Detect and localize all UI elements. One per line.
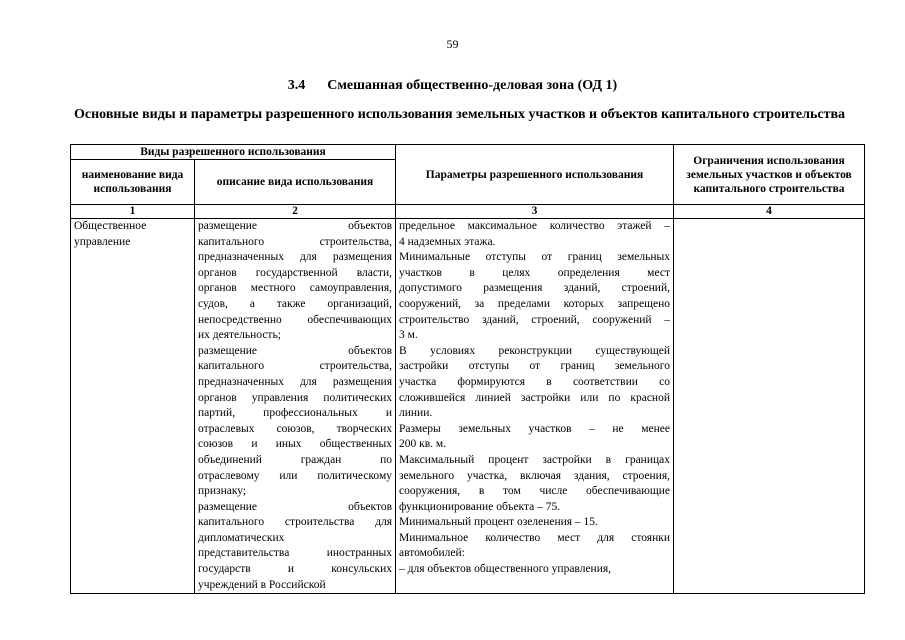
text-line: предназначенных для размещения	[198, 375, 392, 388]
text-line: земельного участка, включая здания, строения,	[399, 469, 670, 482]
text-line: отраслевых союзов, творческих	[198, 422, 392, 435]
use-name-cell: Общественное управление	[71, 219, 195, 594]
text-line: размещение объектов	[198, 500, 392, 513]
text-line: непосредственно обеспечивающих	[198, 313, 392, 326]
header-params: Параметры разрешенного использования	[396, 145, 674, 205]
header-description: описание вида использования	[195, 160, 396, 205]
text-line: органов государственной власти,	[198, 266, 392, 279]
text-line: предназначенных для размещения	[198, 251, 392, 264]
text-line: органов местного самоуправления,	[198, 282, 392, 295]
land-use-table	[70, 144, 865, 594]
text-line: размещение объектов	[198, 220, 392, 232]
text-line: допустимого размещения зданий, строений,	[399, 282, 670, 295]
text-line: капитального строительства для	[198, 516, 392, 529]
text-line: сооружения, в том числе обеспечивающие	[399, 485, 670, 498]
column-number: 2	[195, 205, 396, 219]
column-number: 3	[396, 205, 674, 219]
text-line: учреждений в Российской	[198, 578, 326, 591]
text-line: 4 надземных этажа.	[399, 235, 496, 248]
text-line: государств и консульских	[198, 563, 392, 576]
text-line: судов, а также организаций,	[198, 297, 392, 310]
text-line: участков в целях определения мест	[399, 266, 670, 279]
text-line: строительство зданий, строений, сооружений –	[399, 313, 670, 326]
use-restrictions-cell	[674, 219, 865, 594]
text-line: дипломатических	[198, 531, 285, 544]
page-number: 59	[446, 37, 459, 51]
column-number: 1	[71, 205, 195, 219]
text-line: партий, профессиональных и	[198, 407, 392, 420]
header-name: наименование вида использования	[71, 160, 195, 205]
text-line: объединений граждан по	[198, 453, 392, 466]
section-heading	[0, 78, 905, 94]
section-number: 3.4	[287, 78, 306, 93]
text-line: представительства иностранных	[198, 547, 392, 560]
text-line: участка формируются в соответствии со	[399, 375, 670, 388]
text-line: Максимальный процент застройки в границах	[399, 453, 670, 466]
text-line: органов управления политических	[198, 391, 392, 404]
text-line: отраслевому или политическому	[198, 469, 392, 482]
table-subtitle: Основные виды и параметры разрешенного использования земельных участков и объектов капитального строительства	[74, 107, 846, 122]
text-line: линии.	[399, 407, 433, 420]
text-line: Минимальный процент озеленения – 15.	[399, 516, 598, 529]
text-line: В условиях реконструкции существующей	[399, 344, 670, 357]
header-restrictions: Ограничения использования земельных участков и объектов капитального строительства	[674, 145, 865, 205]
column-number: 4	[674, 205, 865, 219]
text-line: сооружений, за пределами которых запрещено	[399, 297, 670, 310]
text-line: капитального строительства,	[198, 360, 392, 373]
text-line: 200 кв. м.	[399, 438, 447, 451]
text-line: капитального строительства,	[198, 235, 392, 248]
text-line: 3 м.	[399, 329, 418, 342]
header-group-label: Виды разрешенного использования	[71, 145, 396, 160]
text-line: Размеры земельных участков – не менее	[399, 422, 670, 435]
use-params-cell	[396, 219, 674, 594]
text-line: автомобилей:	[399, 547, 465, 560]
table-row	[71, 219, 865, 594]
text-line: застройки отступы от границ земельного	[399, 360, 670, 373]
section-title: Смешанная общественно-деловая зона (ОД 1)	[327, 78, 618, 93]
column-number-row	[71, 205, 865, 219]
text-line: Минимальные отступы от границ земельных	[399, 251, 670, 264]
text-line: размещение объектов	[198, 344, 392, 357]
text-line: функционирование объекта – 75.	[399, 500, 561, 513]
text-line: – для объектов общественного управления,	[399, 563, 612, 576]
use-description-cell	[195, 219, 396, 594]
header-row-group	[71, 145, 865, 160]
text-line: сложившейся линией застройки или по красной	[399, 391, 670, 404]
text-line: союзов и иных общественных	[198, 438, 392, 451]
text-line: признаку;	[198, 485, 247, 498]
text-line: их деятельность;	[198, 329, 281, 342]
text-line: предельное максимальное количество этажей –	[399, 220, 670, 232]
text-line: Минимальное количество мест для стоянки	[399, 531, 670, 544]
